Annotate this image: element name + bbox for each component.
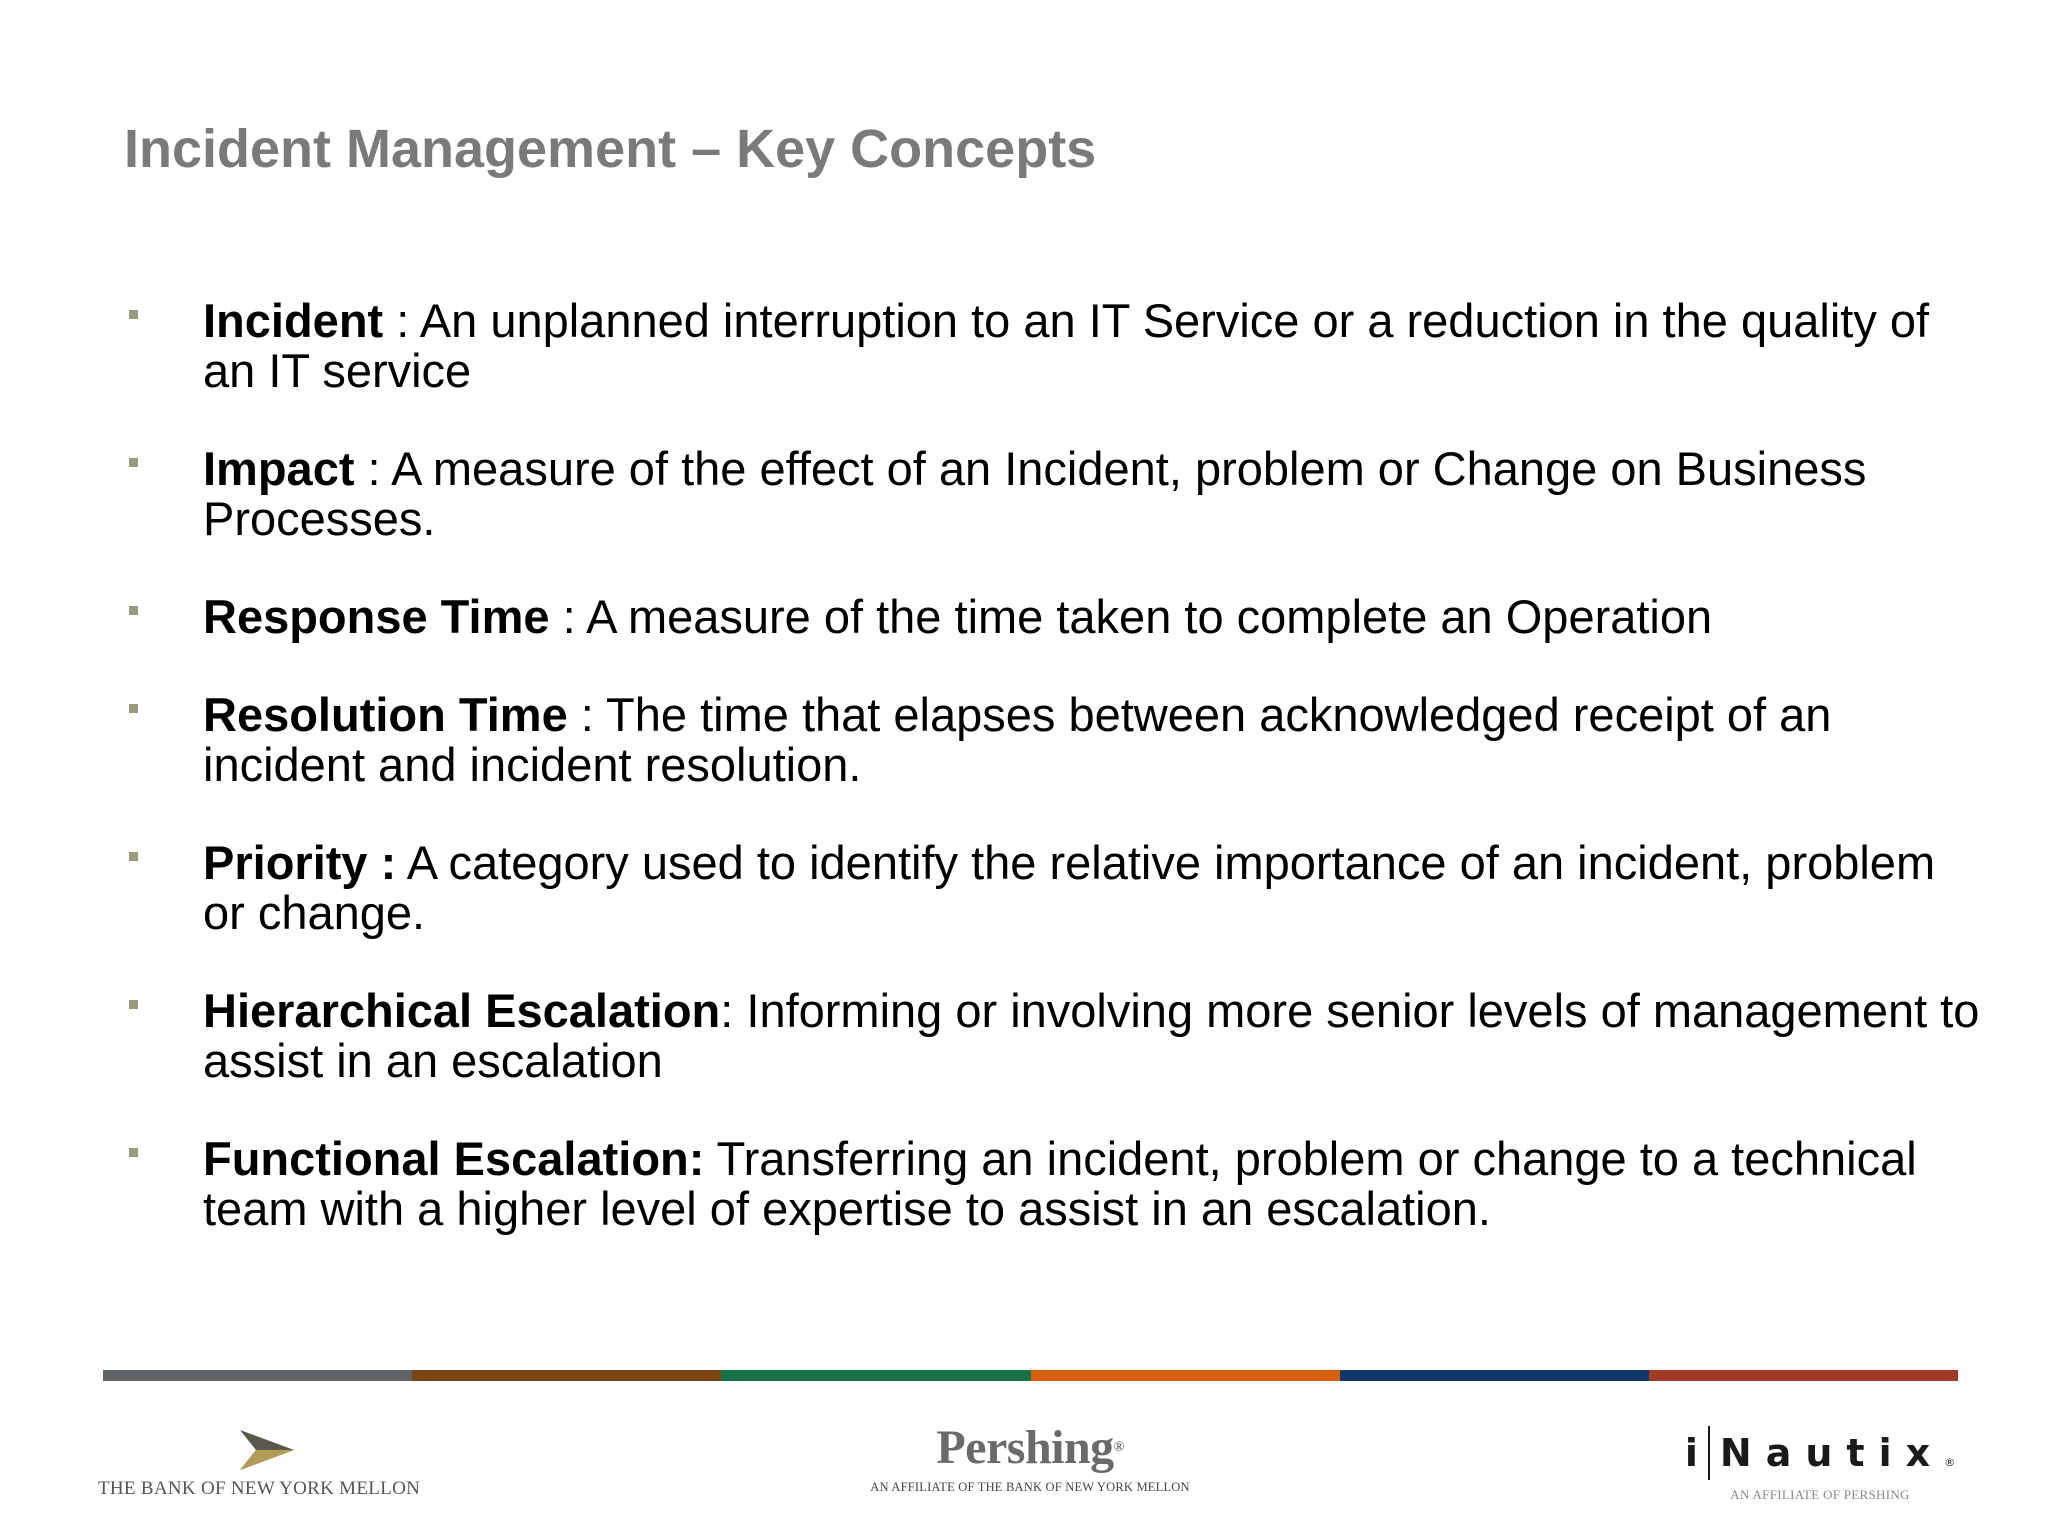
concept-definition: Transferring an incident, problem or change to a technical team with a higher level of expertise to assist in an escalation. xyxy=(203,1132,1917,1235)
pershing-name: Pershing xyxy=(936,1421,1114,1474)
concept-item-resolution-time xyxy=(124,690,1984,790)
color-bar-segment xyxy=(103,1370,412,1381)
square-bullet-icon xyxy=(129,1148,138,1157)
color-bar-segment xyxy=(721,1370,1030,1381)
inautix-name: Nautix xyxy=(1719,1431,1945,1475)
color-bar-segment xyxy=(412,1370,721,1381)
square-bullet-icon xyxy=(129,852,138,861)
square-bullet-icon xyxy=(129,1000,138,1009)
concept-item-priority xyxy=(124,838,1984,938)
color-bar-segment xyxy=(1649,1370,1958,1381)
concept-term: Impact xyxy=(203,442,355,495)
concept-term: Incident xyxy=(203,294,384,347)
concept-term: Hierarchical Escalation xyxy=(203,984,721,1037)
bny-mellon-logo xyxy=(98,1420,438,1500)
square-bullet-icon xyxy=(129,704,138,713)
color-bar-segment xyxy=(1340,1370,1649,1381)
concept-item-hierarchical-escalation xyxy=(124,986,1984,1086)
concept-item-incident xyxy=(124,296,1984,396)
pershing-tagline: AN AFFILIATE OF THE BANK OF NEW YORK MELLON xyxy=(870,1480,1190,1494)
footer-color-bar xyxy=(103,1370,1958,1381)
inautix-divider xyxy=(1708,1426,1710,1480)
inautix-i: i xyxy=(1684,1431,1698,1475)
registered-mark: ® xyxy=(1944,1456,1956,1469)
square-bullet-icon xyxy=(129,310,138,319)
concept-item-functional-escalation xyxy=(124,1134,1984,1234)
concept-definition: A category used to identify the relative importance of an incident, problem or change. xyxy=(203,836,1936,939)
inautix-tagline: AN AFFILIATE OF PERSHING xyxy=(1730,1487,1910,1502)
concept-term: Functional Escalation: xyxy=(203,1132,705,1185)
bny-mellon-arrow-icon xyxy=(238,1428,298,1472)
pershing-logo xyxy=(860,1420,1200,1510)
concept-definition: : The time that elapses between acknowledged receipt of an incident and incident resolution. xyxy=(203,688,1832,791)
inautix-wordmark xyxy=(1660,1425,1980,1481)
concept-definition: : An unplanned interruption to an IT Service or a reduction in the quality of an IT service xyxy=(203,294,1930,397)
square-bullet-icon xyxy=(129,606,138,615)
concept-definition: : Informing or involving more senior levels of management to assist in an escalation xyxy=(203,984,1980,1087)
concept-term: Resolution Time xyxy=(203,688,568,741)
color-bar-segment xyxy=(1031,1370,1340,1381)
pershing-wordmark xyxy=(860,1420,1200,1476)
concept-definition: : A measure of the time taken to complete an Operation xyxy=(549,590,1713,643)
inautix-logo xyxy=(1660,1425,1980,1515)
bny-mellon-wordmark: THE BANK OF NEW YORK MELLON xyxy=(98,1478,421,1499)
slide-title: Incident Management – Key Concepts xyxy=(124,119,1097,179)
concept-term: Priority : xyxy=(203,836,397,889)
concept-definition: : A measure of the effect of an Incident, problem or Change on Business Processes. xyxy=(203,442,1867,545)
concept-list xyxy=(124,296,1984,1234)
concept-term: Response Time xyxy=(203,590,550,643)
concept-item-impact xyxy=(124,444,1984,544)
concept-item-response-time xyxy=(124,592,1984,642)
registered-mark: ® xyxy=(1113,1440,1124,1455)
square-bullet-icon xyxy=(129,458,138,467)
